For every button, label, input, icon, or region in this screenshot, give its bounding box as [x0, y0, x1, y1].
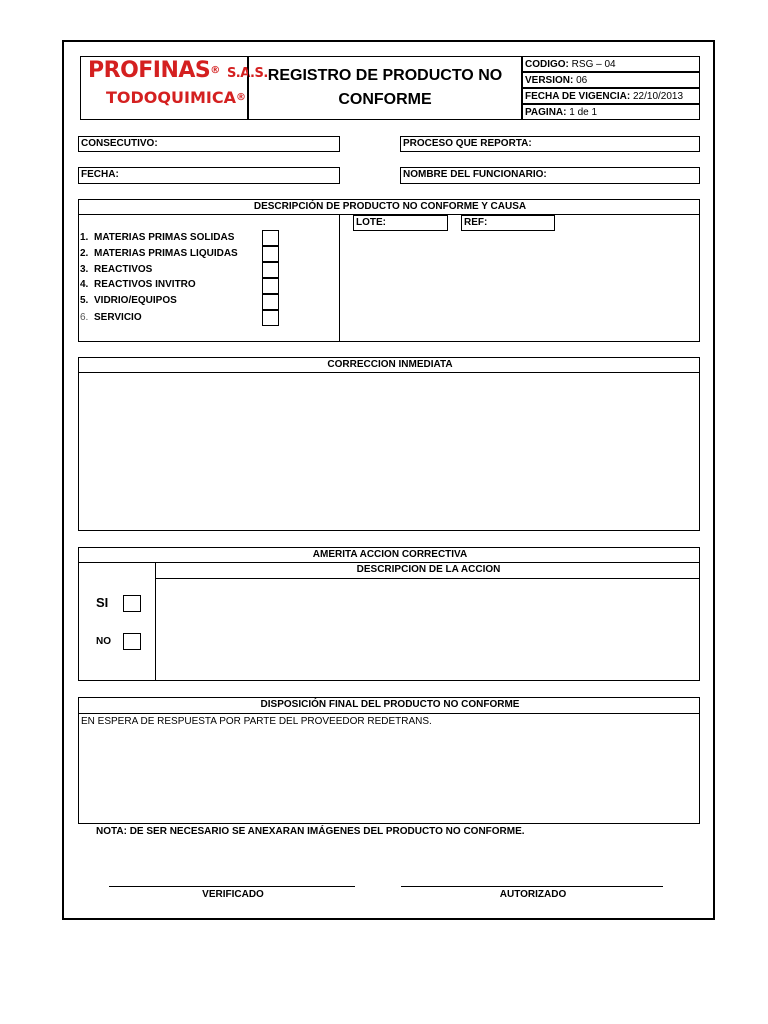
- logo-registered: ®: [210, 65, 220, 76]
- autorizado-signature-line[interactable]: [401, 886, 663, 887]
- logo-brand: PROFINAS: [88, 58, 211, 83]
- checkbox-vidrio-equipos[interactable]: [262, 294, 279, 310]
- logo-suffix: S.A.S.: [226, 66, 268, 81]
- checkbox-servicio[interactable]: [262, 310, 279, 326]
- verificado-label: VERIFICADO: [202, 889, 264, 900]
- meta-version: [522, 72, 700, 88]
- si-label: SI: [96, 595, 109, 610]
- fecha-label: FECHA:: [81, 169, 119, 180]
- correccion-header-text: CORRECCION INMEDIATA: [327, 359, 453, 370]
- ref-field[interactable]: [461, 215, 555, 231]
- list-item: 5. VIDRIO/EQUIPOS: [80, 295, 177, 306]
- meta-label: PAGINA:: [525, 107, 567, 118]
- descripcion-header-text: DESCRIPCIÓN DE PRODUCTO NO CONFORME Y CAUSA: [253, 201, 527, 212]
- logo-sub-registered: ®: [235, 92, 246, 103]
- disposicion-header-text: DISPOSICIÓN FINAL DEL PRODUCTO NO CONFORME: [260, 699, 520, 710]
- correccion-header: [78, 357, 700, 373]
- no-label: NO: [96, 636, 111, 647]
- lote-label: LOTE:: [356, 217, 386, 228]
- autorizado-label: AUTORIZADO: [499, 889, 567, 900]
- descripcion-divider: [339, 214, 340, 342]
- list-item: 2. MATERIAS PRIMAS LIQUIDAS: [80, 248, 238, 259]
- document-title-text: REGISTRO DE PRODUCTO NO CONFORME: [267, 67, 503, 108]
- consecutivo-label: CONSECUTIVO:: [81, 138, 158, 149]
- accion-sub-header: [155, 562, 700, 579]
- meta-label: VERSION:: [525, 75, 574, 86]
- accion-sub-header-text: DESCRIPCION DE LA ACCION: [356, 564, 501, 575]
- logo-subbrand: [106, 88, 246, 108]
- list-item: 3. REACTIVOS: [80, 264, 153, 275]
- verificado-signature-line[interactable]: [109, 886, 355, 887]
- checkbox-materias-solidas[interactable]: [262, 230, 279, 246]
- fecha-field[interactable]: [78, 167, 340, 184]
- no-checkbox[interactable]: [123, 633, 141, 650]
- correccion-section[interactable]: [78, 357, 700, 531]
- meta-label: FECHA DE VIGENCIA:: [525, 91, 631, 102]
- meta-label: CODIGO:: [525, 59, 569, 70]
- accion-header: [78, 547, 700, 563]
- descripcion-header: [78, 199, 700, 215]
- meta-value: RSG – 04: [571, 59, 616, 70]
- list-item: 6. SERVICIO: [80, 312, 142, 323]
- nota-text: NOTA: DE SER NECESARIO SE ANEXARAN IMÁGENES DEL PRODUCTO NO CONFORME.: [96, 826, 525, 837]
- checkbox-reactivos[interactable]: [262, 262, 279, 278]
- disposicion-header: [78, 697, 700, 714]
- meta-value: 22/10/2013: [632, 91, 684, 102]
- consecutivo-field[interactable]: [78, 136, 340, 152]
- logo: [88, 58, 268, 87]
- ref-label: REF:: [464, 217, 488, 228]
- checkbox-reactivos-invitro[interactable]: [262, 278, 279, 294]
- disposicion-text[interactable]: EN ESPERA DE RESPUESTA POR PARTE DEL PROVEEDOR REDETRANS.: [81, 716, 432, 727]
- meta-value: 06: [576, 75, 588, 86]
- logo-sub-text: TODOQUIMICA: [106, 88, 236, 107]
- proceso-label: PROCESO QUE REPORTA:: [403, 138, 532, 149]
- meta-pagina: [522, 104, 700, 120]
- proceso-field[interactable]: [400, 136, 700, 152]
- meta-value: 1 de 1: [569, 107, 598, 118]
- document-title: [248, 56, 522, 120]
- si-checkbox[interactable]: [123, 595, 141, 612]
- meta-codigo: [522, 56, 700, 72]
- lote-field[interactable]: [353, 215, 448, 231]
- accion-header-text: AMERITA ACCION CORRECTIVA: [312, 549, 468, 560]
- funcionario-field[interactable]: [400, 167, 700, 184]
- list-item: 1. MATERIAS PRIMAS SOLIDAS: [80, 232, 235, 243]
- meta-fecha-vigencia: [522, 88, 700, 104]
- accion-description-area[interactable]: [156, 579, 700, 681]
- checkbox-materias-liquidas[interactable]: [262, 246, 279, 262]
- list-item: 4. REACTIVOS INVITRO: [80, 279, 196, 290]
- funcionario-label: NOMBRE DEL FUNCIONARIO:: [403, 169, 547, 180]
